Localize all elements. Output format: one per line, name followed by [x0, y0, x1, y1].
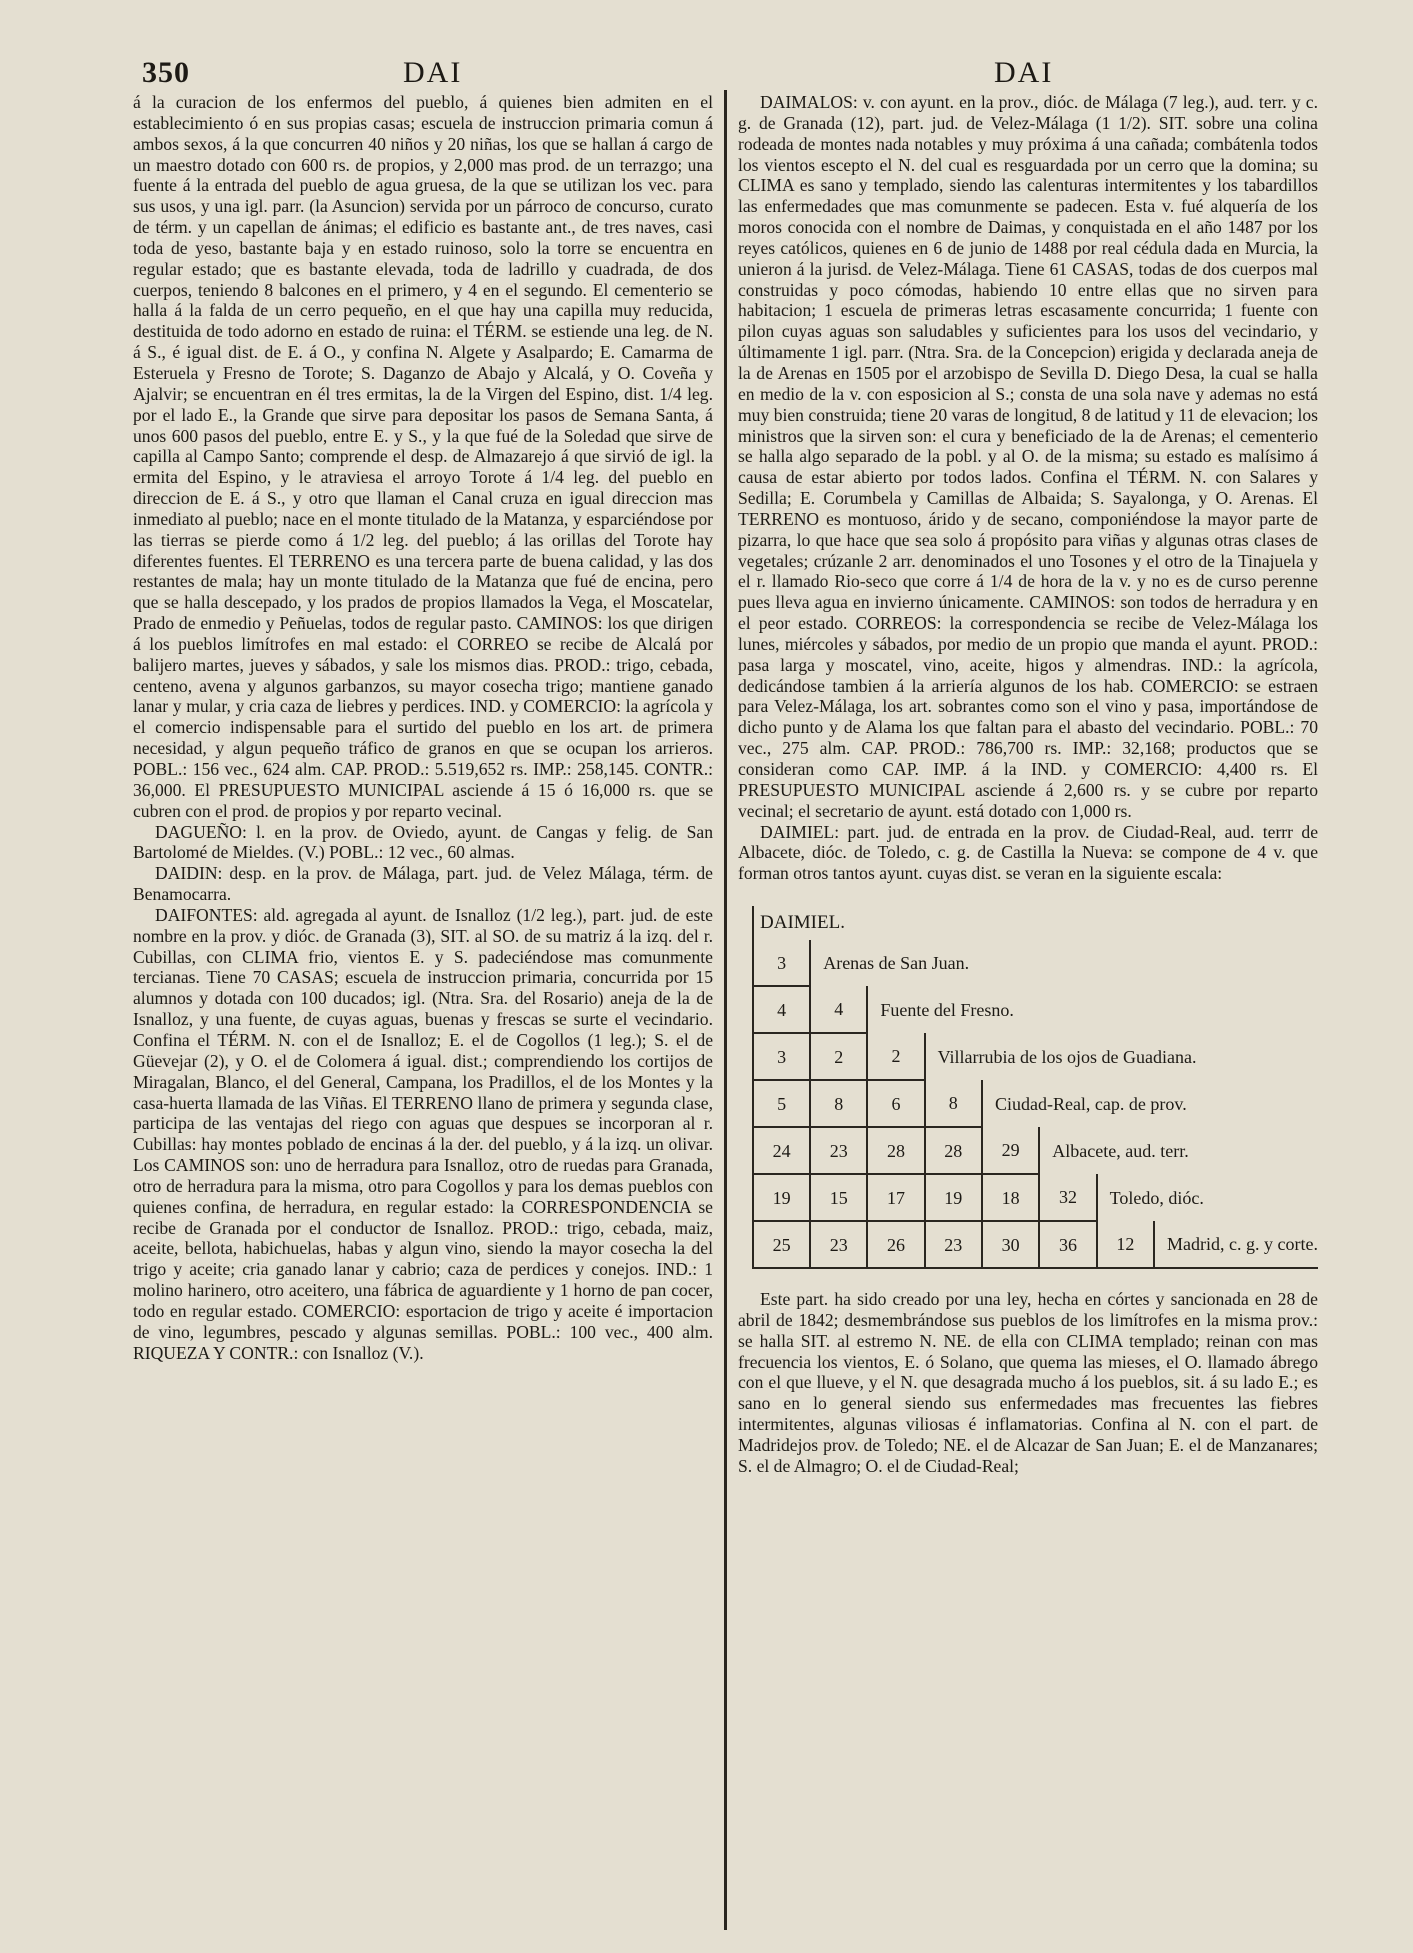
distance-cell: 2	[810, 1033, 867, 1080]
column-divider	[724, 90, 727, 1930]
distance-table-head: DAIMIEL.	[753, 906, 1318, 940]
entry-daidin: DAIDIN: desp. en la prov. de Málaga, part. jud. de Velez Málaga, térm. de Benamocarra.	[133, 863, 713, 905]
distance-cell: 5	[753, 1080, 810, 1127]
distance-cell: 3	[753, 1033, 810, 1080]
running-head-left: DAI	[403, 56, 463, 89]
running-head-right: DAI	[994, 56, 1054, 89]
distance-cell: 4	[810, 986, 867, 1033]
distance-cell: 29	[982, 1127, 1039, 1174]
distance-cell: 2	[867, 1033, 924, 1080]
distance-cell: 6	[867, 1080, 924, 1127]
entry-daifontes: DAIFONTES: ald. agregada al ayunt. de Isnalloz (1/2 leg.), part. jud. de este nombre en la prov. y dióc. de Granada (3), SIT. al SO. de su matriz á la izq. del r. Cubillas, con CLIMA frio, vientos E. y S. padeciéndose mas comunmente tercianas. Tiene 70 CASAS; escuela de instruccion primaria, concurrida por 15 alumnos y dotada con 100 ducados; igl. (Ntra. Sra. del Rosario) aneja de la de Isnalloz, y una fuente, de cuyas aguas, buenas y frescas se surte el vecindario. Confina el TÉRM. N. con el de Isnalloz; E. el de Cogollos (1 leg.); S. el de Güevejar (2), y O. el de Colomera á igual. dist.; comprendiendo los cortijos de Miragalan, Blanco, el del General, Campana, los Pradillos, el de los Montes y la casa-huerta llamada de las Viñas. El TERRENO llano de primera y segunda clase, participa de las ventajas del riego con aguas que despues se incorporan al r. Cubillas: hay montes poblado de encinas á la der. del pueblo, y á la izq. un olivar. Los CAMINOS son: uno de herradura para Isnalloz, otro de ruedas para Granada, otro de herradura para la misma, otro para Cogollos y para los demas pueblos con quienes confina, de herradura, en regular estado: la CORRESPONDENCIA se recibe de Granada por el conductor de Isnalloz. PROD.: trigo, cebada, maiz, aceite, bellota, habichuelas, habas y algun vino, siendo la mayor cosecha la del trigo y aceite; cria ganado lanar y cabrio; caza de perdices y conejos. IND.: 1 molino harinero, otro aceitero, una fábrica de aguardiente y 1 horno de pan cocer, todo en regular estado. COMERCIO: esportacion de trigo y aceite é importacion de vino, legumbres, pescado y algunas semillas. POBL.: 100 vec., 400 alm. RIQUEZA Y CONTR.: con Isnalloz (V.).	[133, 904, 713, 1363]
distance-cell: 3	[753, 940, 810, 986]
distance-cell: 15	[810, 1174, 867, 1221]
distance-cell: 12	[1097, 1221, 1154, 1268]
distance-cell: 4	[753, 986, 810, 1033]
distance-table-row	[753, 1221, 1318, 1268]
distance-cell: 23	[810, 1127, 867, 1174]
distance-town-label: Toledo, dióc.	[1097, 1174, 1318, 1221]
distance-cell: 8	[925, 1080, 982, 1127]
entry-daimalos: DAIMALOS: v. con ayunt. en la prov., dióc. de Málaga (7 leg.), aud. terr. y c. g. de Granada (12), part. jud. de Velez-Málaga (1 1/2). SIT. sobre una colina rodeada de montes nada notables y muy próxima á una cañada; combátenla todos los vientos escepto el N. del cual es resguardada por un cerro que la domina; su CLIMA es sano y templado, siendo las calenturas intermitentes y los tabardillos las enfermedades que mas comunmente se padecen. Esta v. fué alquería de los moros conocida con el nombre de Daimas, y conquistada en el año 1487 por los reyes católicos, quienes en 6 de junio de 1488 por real cédula dada en Murcia, la unieron á la jurisd. de Velez-Málaga. Tiene 61 CASAS, todas de dos cuerpos mal construidas y poco cómodas, habiendo 10 entre ellas que no sirven para habitacion; 1 escuela de primeras letras escasamente concurrida; 1 fuente con pilon cuyas aguas son saludables y suficientes para los usos del vecindario, y últimamente 1 igl. parr. (Ntra. Sra. de la Concepcion) erigida y declarada aneja de la de Arenas en 1505 por el arzobispo de Sevilla D. Diego Desa, la cual se halla en medio de la v. con esposicion al S.; consta de una sola nave y ademas no está muy bien construida; tiene 20 varas de longitud, 8 de latitud y 11 de elevacion; los ministros que la sirven son: el cura y beneficiado de la de Arenas; el cementerio se halla algo separado de la pobl. y al O. de la misma; su estado es malísimo á causa de estar abierto por todos lados. Confina el TÉRM. N. con Salares y Sedilla; E. Corumbela y Camillas de Albaida; S. Sayalonga, y O. Arenas. El TERRENO es montuoso, árido y de secano, componiéndose la mayor parte de pizarra, lo que hace que sea solo á propósito para viñas y algunas otras clases de vegetales; crúzanle 2 arr. denominados el uno Tosones y el otro de la Tinajuela y el r. llamado Rio-seco que corre á 1/4 de hora de la v. y no es de curso perenne pues lleva agua en invierno únicamente. CAMINOS: son todos de herradura y en el peor estado. CORREOS: la correspondencia se recibe de Velez-Málaga los lunes, miércoles y sábados, por medio de un propio que manda el ayunt. PROD.: pasa larga y moscatel, vino, aceite, higos y almendras. IND.: la agrícola, dedicándose tambien á la arriería algunos de los hab. COMERCIO: se estraen para Velez-Málaga, los art. sobrantes como son el vino y pasa, importándose de dicho punto y de Alama los que faltan para el abasto del vecindario. POBL.: 70 vec., 275 alm. CAP. PROD.: 786,700 rs. IMP.: 32,168; productos que se consideran como CAP. IMP. á la IND. y COMERCIO: 4,400 rs. El PRESUPUESTO MUNICIPAL asciende á 2,600 rs. y se cubre por reparto vecinal; el secretario de ayunt. está dotado con 1,000 rs.	[738, 92, 1318, 821]
distance-table-row	[753, 986, 1318, 1033]
distance-table-row	[753, 1174, 1318, 1221]
distance-table-row	[753, 940, 1318, 986]
distance-cell: 23	[925, 1221, 982, 1268]
page-number: 350	[142, 56, 190, 89]
distance-town-label: Villarrubia de los ojos de Guadiana.	[925, 1033, 1318, 1080]
page-header	[130, 52, 1318, 92]
distance-town-label: Arenas de San Juan.	[810, 940, 1318, 986]
distance-table-body	[753, 906, 1318, 1268]
distance-cell: 36	[1039, 1221, 1096, 1268]
distance-town-label: Fuente del Fresno.	[867, 986, 1318, 1033]
distance-cell: 18	[982, 1174, 1039, 1221]
distance-cell: 19	[925, 1174, 982, 1221]
entry-daimiel-continuation: Este part. ha sido creado por una ley, hecha en córtes y sancionada en 28 de abril de 1842; desmembrándose sus pueblos de los limítrofes en la misma prov.: se halla SIT. al estremo N. NE. de ella con CLIMA templado; reinan con mas frecuencia los vientos, E. ó Solano, que quema las mieses, el O. llamado ábrego con el que llueve, y el N. que desagrada mucho á los pueblos, sit. á su lado E.; es sano en lo general siendo sus enfermedades mas frecuentes las fiebres intermitentes, algunas viliosas é inflamatorias. Confina al N. con el part. de Madridejos prov. de Toledo; NE. el de Alcazar de San Juan; E. el de Manzanares; S. el de Almagro; O. el de Ciudad-Real;	[738, 1289, 1318, 1476]
distance-cell: 8	[810, 1080, 867, 1127]
distance-cell: 28	[925, 1127, 982, 1174]
distance-cell: 30	[982, 1221, 1039, 1268]
entry-dagueno: DAGUEÑO: l. en la prov. de Oviedo, ayunt. de Cangas y felig. de San Bartolomé de Mieldes. (V.) POBL.: 12 vec., 60 almas.	[133, 821, 713, 863]
distance-town-label: Albacete, aud. terr.	[1039, 1127, 1318, 1174]
left-column	[133, 92, 713, 1363]
distance-cell: 17	[867, 1174, 924, 1221]
distance-cell: 26	[867, 1221, 924, 1268]
right-column	[738, 92, 1318, 1477]
distance-cell: 25	[753, 1221, 810, 1268]
distance-cell: 32	[1039, 1174, 1096, 1221]
distance-cell: 23	[810, 1221, 867, 1268]
distance-town-label: Ciudad-Real, cap. de prov.	[982, 1080, 1318, 1127]
distance-table-row	[753, 1033, 1318, 1080]
distance-table	[752, 906, 1318, 1269]
entry-daimiel: DAIMIEL: part. jud. de entrada en la prov. de Ciudad-Real, aud. terrr de Albacete, dióc. de Toledo, c. g. de Castilla la Nueva: se compone de 4 v. que forman otros tantos ayunt. cuyas dist. se veran en la siguiente escala:	[738, 821, 1318, 884]
distance-cell: 28	[867, 1127, 924, 1174]
distance-table-row	[753, 1080, 1318, 1127]
distance-cell: 19	[753, 1174, 810, 1221]
distance-town-label: Madrid, c. g. y corte.	[1154, 1221, 1318, 1268]
distance-cell: 24	[753, 1127, 810, 1174]
distance-table-row	[753, 1127, 1318, 1174]
entry-daganzo-continuation: á la curacion de los enfermos del pueblo, á quienes bien admiten en el establecimiento ó en sus propias casas; escuela de instruccion primaria comun á ambos sexos, á la que concurren 40 niños y 20 niñas, los que se hallan á cargo de un maestro dotado con 600 rs. de propios, y 2,000 mas prod. de un terrazgo; una fuente á la entrada del pueblo de agua gruesa, de la que se utilizan los vec. para sus usos, y una igl. parr. (la Asuncion) servida por un párroco de concurso, curato de térm. y un capellan de ánimas; el edificio es bastante ant., de tres naves, casi toda de yeso, bastante baja y en estado ruinoso, solo la torre se encuentra en regular estado; que es bastante elevada, toda de ladrillo y cuadrada, de dos cuerpos, teniendo 8 balcones en el primero, y 4 en el segundo. El cementerio se halla á la falda de un cerro pequeño, en el que hay una capilla muy reducida, destituida de todo adorno en estado de ruina: el TÉRM. se estiende una leg. de N. á S., é igual dist. de E. á O., y confina N. Algete y Asalpardo; E. Camarma de Esteruela y Fresno de Torote; S. Daganzo de Abajo y Alcalá, y O. Coveña y Ajalvir; se encuentran en él tres ermitas, la de la Virgen del Espino, dist. 1/4 leg. por el lado E., la Grande que sirve para depositar los pasos de Semana Santa, á unos 600 pasos del pueblo, entre E. y S., y la que fué de la Soledad que sirve de capilla al Campo Santo; comprende el desp. de Almazarejo á que sirvió de igl. la ermita del Espino, y le atraviesa el arroyo Torote á 1/4 leg. del pueblo en direccion de E. á S., y otro que llaman el Canal cruza en igual direccion mas inmediato al pueblo; nace en el monte titulado de la Matanza, y esparciéndose por las tierras se pierde como á 1/2 leg. del pueblo; á las orillas del Torote hay diferentes fuentes. El TERRENO es una tercera parte de buena calidad, y las dos restantes de mala; hay un monte titulado de la Matanza que fué de encina, pero que se halla descepado, y los prados de propios llamados la Vega, el Moscatelar, Prado de enmedio y Peñuelas, todos de regular pasto. CAMINOS: los que dirigen á los pueblos limítrofes en mal estado: el CORREO se recibe de Alcalá por balijero martes, jueves y sábados, y sale los mismos dias. PROD.: trigo, cebada, centeno, avena y algunos garbanzos, su mayor cosecha trigo; mantiene ganado lanar y mular, y cria caza de liebres y perdices. IND. y COMERCIO: la agrícola y el comercio indispensable para el surtido del pueblo en los art. de primera necesidad, y algun pequeño tráfico de granos en que se ocupan los arrieros. POBL.: 156 vec., 624 alm. CAP. PROD.: 5.519,652 rs. IMP.: 258,145. CONTR.: 36,000. El PRESUPUESTO MUNICIPAL asciende á 15 ó 16,000 rs. que se cubren con el prod. de propios y por reparto vecinal.	[133, 92, 713, 821]
distance-table-head-row	[753, 906, 1318, 940]
